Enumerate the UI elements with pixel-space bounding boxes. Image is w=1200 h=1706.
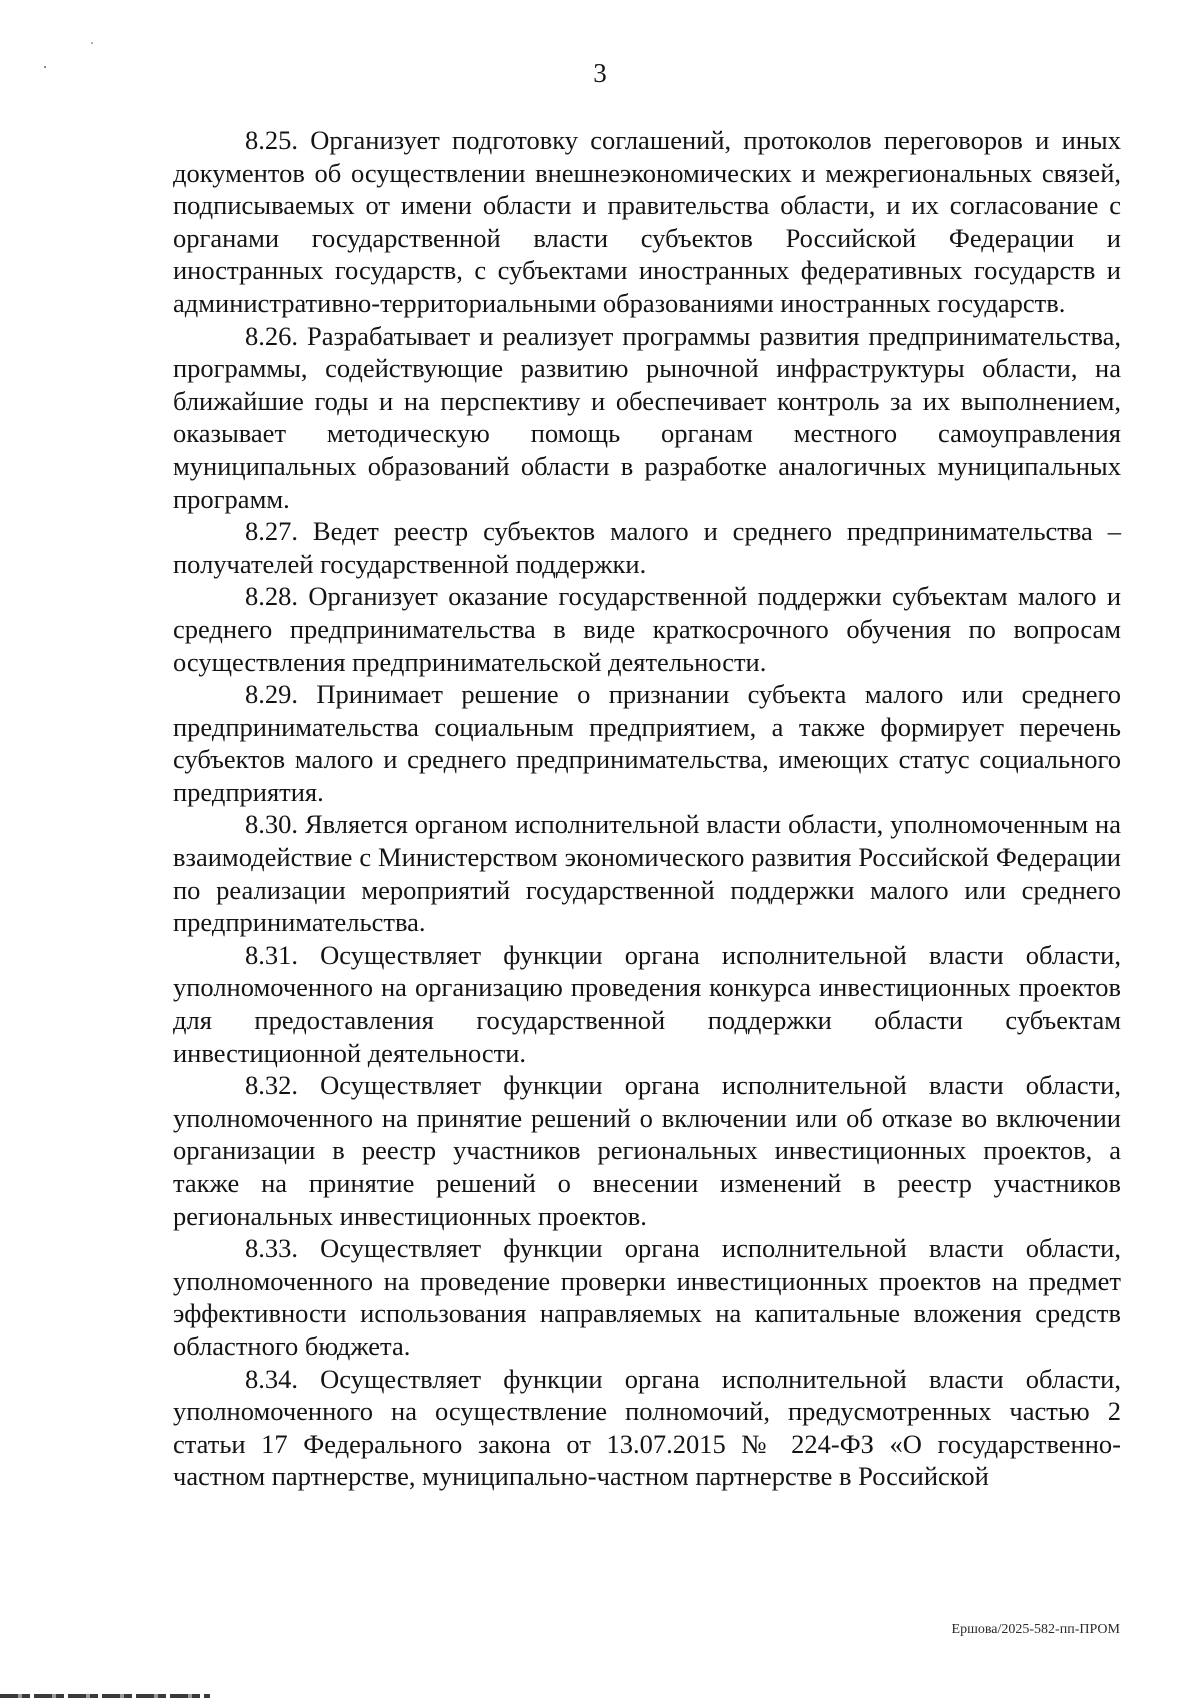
- paragraph-8-28: 8.28. Организует оказание государственной поддержки субъектам малого и среднего предпринимательства в виде краткосрочного обучения по вопросам осуществления предпринимательской деятельности.: [173, 581, 1121, 677]
- paragraph-8-31: 8.31. Осуществляет функции органа исполнительной власти области, уполномоченного на организацию проведения конкурса инвестиционных проектов для предоставления государственной поддержки области субъектам инвестиционной деятельности.: [173, 939, 1121, 1068]
- document-code: Ершова/2025-582-пп-ПРОМ: [951, 1622, 1120, 1637]
- paragraph-8-29: 8.29. Принимает решение о признании субъекта малого или среднего предпринимательства социальным предприятием, а также формирует перечень субъектов малого и среднего предпринимательства, имеющих статус социального предприятия.: [173, 679, 1121, 807]
- paragraph-8-27: 8.27. Ведет реестр субъектов малого и среднего предпринимательства – получателей государственной поддержки.: [173, 516, 1121, 579]
- paragraph-8-33: 8.33. Осуществляет функции органа исполнительной власти области, уполномоченного на проведение проверки инвестиционных проектов на предмет эффективности использования направляемых на капитальные вложения средств областного бюджета.: [173, 1233, 1121, 1361]
- scan-speck: [91, 42, 93, 44]
- document-body: [173, 124, 1121, 1493]
- paragraph-8-30: 8.30. Является органом исполнительной власти области, уполномоченным на взаимодействие с Министерством экономического развития Российской Федерации по реализации мероприятий государственной поддержки малого или среднего предпринимательства.: [173, 809, 1121, 938]
- scan-edge-artifact: [0, 1694, 210, 1698]
- paragraph-8-26: 8.26. Разрабатывает и реализует программы развития предпринимательства, программы, содействующие развитию рыночной инфраструктуры области, на ближайшие годы и на перспективу и обеспечивает контроль за их выполнением, оказывает методическую помощь органам местного самоуправления муниципальных образований области в разработке аналогичных муниципальных программ.: [173, 320, 1121, 514]
- paragraph-8-32: 8.32. Осуществляет функции органа исполнительной власти области, уполномоченного на принятие решений о включении или об отказе во включении организации в реестр участников региональных инвестиционных проектов, а также на принятие решений о внесении изменений в реестр участников региональных инвестиционных проектов.: [173, 1070, 1121, 1231]
- paragraph-8-34: 8.34. Осуществляет функции органа исполнительной власти области, уполномоченного на осуществление полномочий, предусмотренных частью 2 статьи 17 Федерального закона от 13.07.2015 № 224-ФЗ «О государственно-частном партнерстве, муниципально-частном партнерстве в Российской: [173, 1363, 1121, 1492]
- page-number: 3: [593, 58, 607, 88]
- paragraph-8-25: 8.25. Организует подготовку соглашений, протоколов переговоров и иных документов об осуществлении внешнеэкономических и межрегиональных связей, подписываемых от имени области и правительства области, и их согласование с органами государственной власти субъектов Российской Федерации и иностранных государств, с субъектами иностранных федеративных государств и административно-территориальными образованиями иностранных государств.: [173, 125, 1121, 318]
